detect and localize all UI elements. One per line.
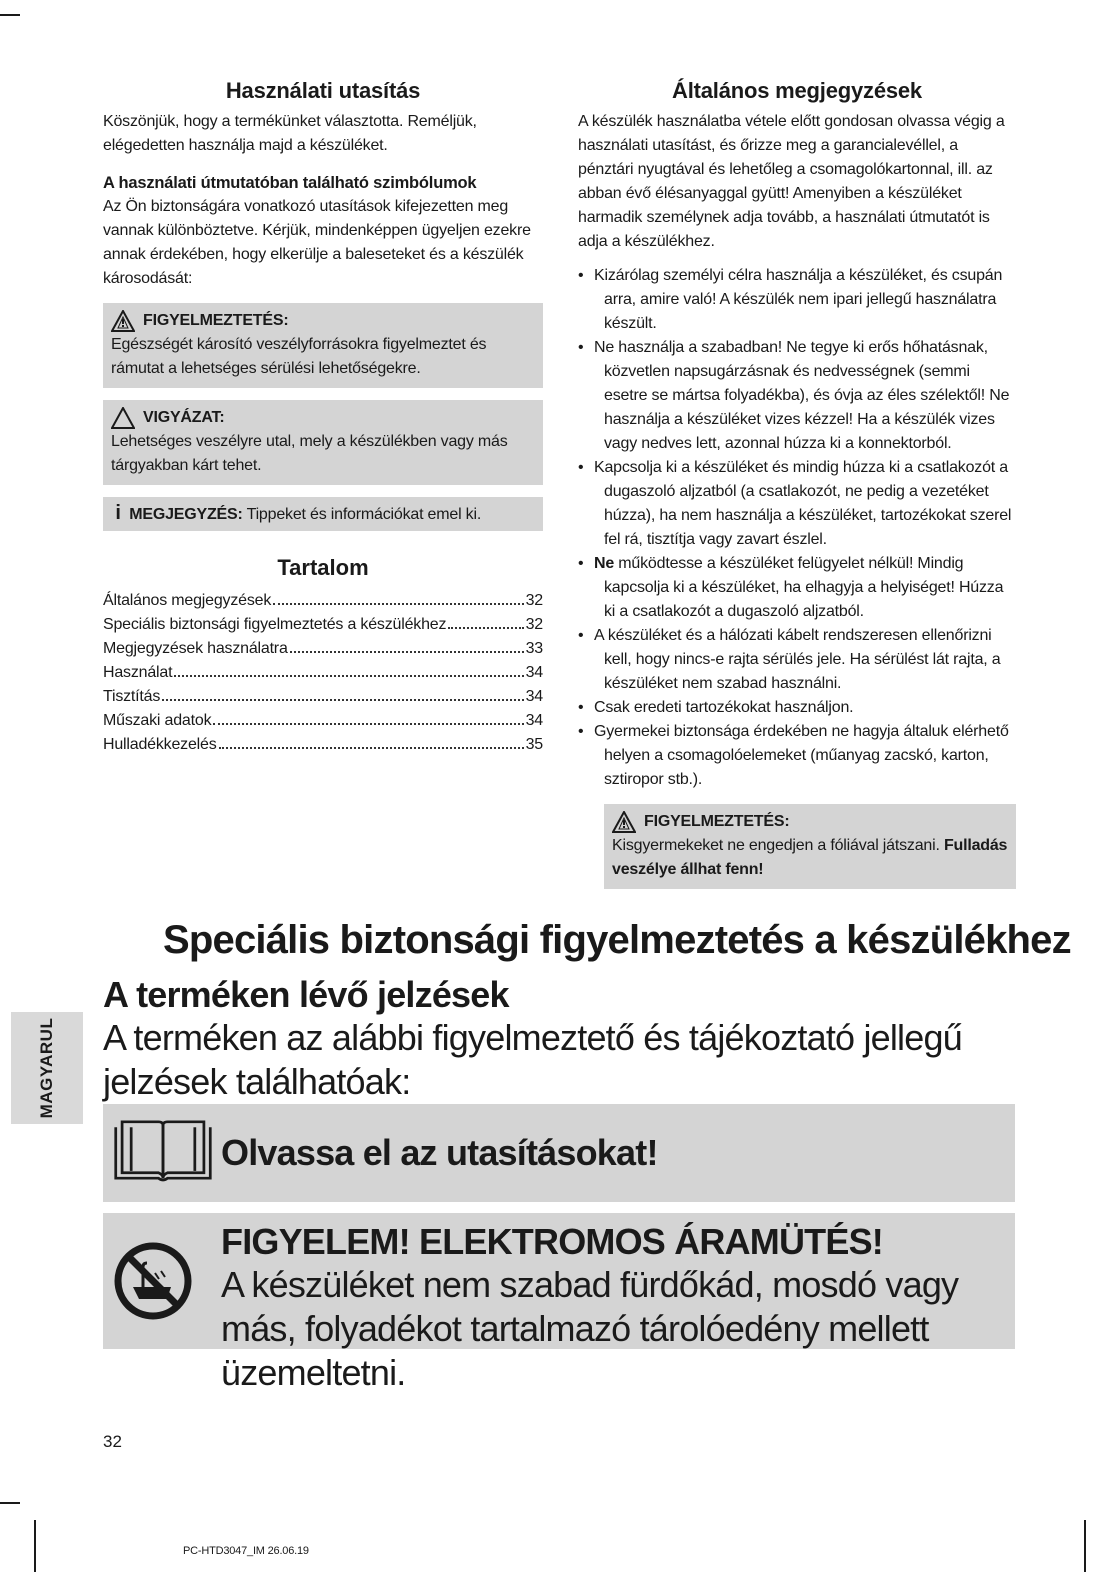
caution-triangle-icon [111, 407, 135, 429]
crop-mark-top-left [0, 14, 20, 16]
warning-notice [103, 303, 543, 388]
left-column [103, 78, 543, 757]
warning-text: Egészségét károsító veszélyforrásokra figyelmeztet és rámutat a lehetséges sérülési lehetőségekre. [111, 336, 487, 377]
read-instructions-box [103, 1104, 1015, 1202]
symbols-heading: A használati útmutatóban található szimbólumok [103, 174, 477, 192]
crop-mark-bottom-left-vertical [34, 1520, 36, 1572]
intro-text: Köszönjük, hogy a termékünket választotta. Reméljük, elégedetten használja majd a készüléket. [103, 113, 477, 154]
language-tab [11, 1012, 83, 1124]
crop-mark-bottom-left [0, 1502, 20, 1504]
list-item: • Gyermekei biztonsága érdekében ne hagyja általuk elérhető helyen a csomagolóelemeket (műanyag zacskó, karton, sztiropor stb.). [578, 720, 1016, 792]
toc-title: Tartalom [277, 555, 369, 580]
list-item: • Kapcsolja ki a készüléket és mindig húzza ki a csatlakozót a dugaszoló aljzatból (a csatlakozót, ne pedig a vezetéket húzza), ha nem használja a készüléket, tartozékokat szerel fel rá, tisztítja vagy zavart észlel. [578, 456, 1016, 552]
toc-item: Általános megjegyzések 32 [103, 592, 543, 609]
electric-shock-box [103, 1213, 1015, 1393]
toc-item: Műszaki adatok 34 [103, 712, 543, 729]
list-item: • Ne használja a szabadban! Ne tegye ki erős hőhatásnak, közvetlen napsugárzásnak és nedvességnek (semmi esetre se mártsa folyadékba), és óvja az éles szélektől! Ne használja a készüléket vizes kézzel! Ha a készülék vizes vagy nedves lett, azonnal húzza ki a konnektorból. [578, 336, 1016, 456]
read-instructions-text: Olvassa el az utasításokat! [221, 1132, 658, 1173]
note-text: Tippeket és információkat emel ki. [242, 506, 482, 523]
language-tab-label: MAGYARUL [37, 1017, 56, 1119]
foil-warning-text: Kisgyermekeket ne engedjen a fóliával játszani. Fulladás veszélye állhat fenn! [612, 837, 1008, 878]
general-intro: A készülék használatba vétele előtt gondosan olvassa végig a használati utasítást, és őrizze meg a garancialevéllel, a pénztári nyugtával és lehetőleg a csomagolókartonnal, ill. az abban évő élésanyaggal gyütt! Amenyiben a készüléket harmadik személynek adja tovább, a használati útmutatót is adja a készülékhez. [578, 113, 1005, 250]
intro-title: Használati utasítás [225, 78, 421, 103]
general-bullets [578, 264, 1016, 792]
warning-label: FIGYELMEZTETÉS: [143, 312, 289, 329]
electric-shock-text: A készüléket nem szabad fürdőkád, mosdó vagy más, folyadékot tartalmazó tárolóedény mellett üzemeltetni. [221, 1264, 959, 1393]
product-markings-subtitle: A terméken lévő jelzések [103, 974, 509, 1015]
electric-shock-title: FIGYELEM! ELEKTROMOS ÁRAMÜTÉS! [221, 1221, 883, 1262]
general-title: Általános megjegyzések [672, 78, 922, 103]
foil-warning-label: FIGYELMEZTETÉS: [644, 813, 790, 830]
toc-item: Megjegyzések használatra 33 [103, 640, 543, 657]
foil-warning-notice [604, 804, 1016, 889]
caution-text: Lehetséges veszélyre utal, mely a készülékben vagy más tárgyakban kárt tehet. [111, 433, 508, 474]
list-item: • Kizárólag személyi célra használja a készüléket, és csupán arra, amire való! A készülék nem ipari jellegű használatra készült. [578, 264, 1016, 336]
warning-triangle-icon [111, 310, 135, 332]
symbols-text: Az Ön biztonságára vonatkozó utasítások kifejezetten meg vannak különböztetve. Kérjük, mindenképpen ügyeljen ezekre annak érdekében, hogy elkerülje a baleseteket és a készülék károsodását: [103, 198, 531, 287]
toc-item: Speciális biztonsági figyelmeztetés a készülékhez 32 [103, 616, 543, 633]
toc-item: Hulladékkezelés 35 [103, 736, 543, 753]
note-notice [103, 497, 543, 531]
crop-mark-bottom-right-vertical [1084, 1520, 1086, 1572]
open-book-icon [113, 1114, 213, 1186]
toc-item: Használat 34 [103, 664, 543, 681]
note-label: MEGJEGYZÉS: [129, 506, 243, 523]
warning-triangle-icon [612, 811, 636, 833]
no-bathtub-icon [113, 1241, 193, 1321]
page-number: 32 [103, 1432, 122, 1451]
right-column [578, 78, 1016, 889]
toc-item: Tisztítás 34 [103, 688, 543, 705]
caution-label: VIGYÁZAT: [143, 409, 225, 426]
footer-code: PC-HTD3047_IM 26.06.19 [183, 1545, 309, 1557]
list-item: • A készüléket és a hálózati kábelt rendszeresen ellenőrizni kell, hogy nincs-e rajta sérülés jele. Ha sérülést lát rajta, a készüléket nem szabad használni. [578, 624, 1016, 696]
product-markings-text: A terméken az alábbi figyelmeztető és tájékoztató jellegű jelzések találhatóak: [103, 1017, 962, 1102]
list-item: • Ne működtesse a készüléket felügyelet nélkül! Mindig kapcsolja ki a készüléket, ha elhagyja a helyiséget! Húzza ki a csatlakozót a dugaszoló aljzatból. [578, 552, 1016, 624]
caution-notice [103, 400, 543, 485]
list-item: • Csak eredeti tartozékokat használjon. [578, 696, 1016, 720]
info-icon: i [115, 502, 121, 524]
special-safety-title: Speciális biztonsági figyelmeztetés a készülékhez [163, 918, 1071, 962]
table-of-contents [103, 589, 543, 757]
